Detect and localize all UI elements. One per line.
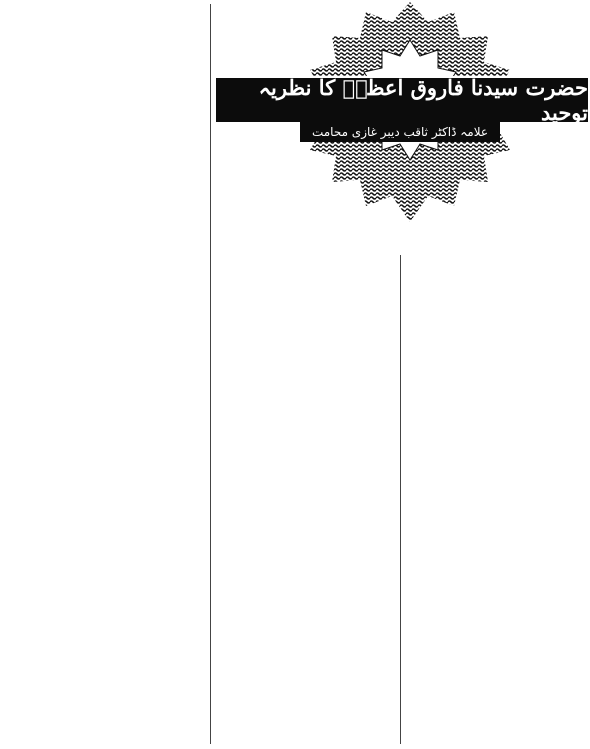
article-byline: علامہ ڈاکٹر ثاقب دیبر غازی محامت [300, 122, 500, 142]
article-column-left [7, 4, 208, 744]
column-divider [210, 4, 211, 744]
column-divider [400, 255, 401, 744]
article-title: حضرت سیدنا فاروق اعظمؓ کا نظریہ توحید [216, 76, 588, 124]
article-column-right [403, 255, 584, 744]
article-column-middle [213, 255, 398, 744]
